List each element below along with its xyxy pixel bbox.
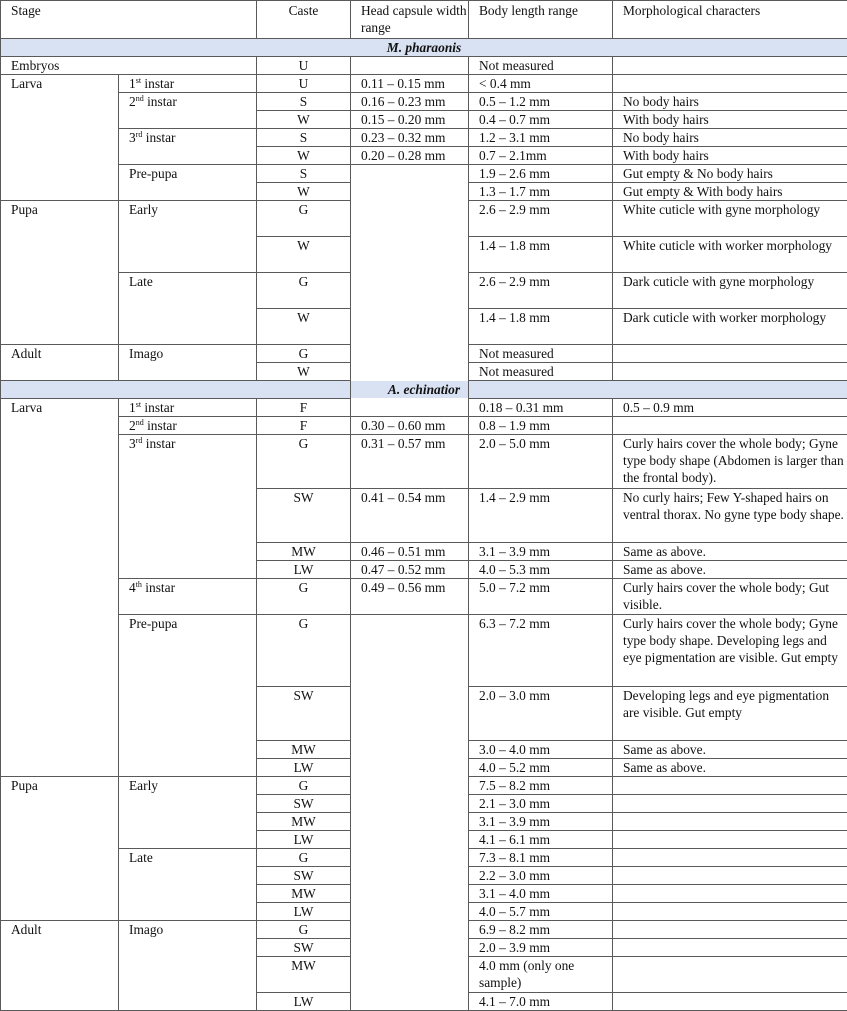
body-cell: 0.8 – 1.9 mm (469, 417, 613, 435)
table-row (1, 435, 847, 489)
morph-cell: Gut empty & No body hairs (613, 165, 847, 183)
ordinal-number: 2 (129, 94, 136, 109)
ordinal-number: 1 (129, 400, 136, 415)
substage-cell (119, 129, 257, 165)
body-cell: 3.0 – 4.0 mm (469, 741, 613, 759)
caste-cell: G (257, 777, 351, 795)
body-cell: 2.0 – 3.9 mm (469, 939, 613, 957)
caste-cell: G (257, 273, 351, 309)
caste-cell: MW (257, 741, 351, 759)
body-cell: 2.0 – 3.0 mm (469, 687, 613, 741)
morph-cell: No body hairs (613, 93, 847, 111)
morph-cell (613, 939, 847, 957)
ordinal-number: 1 (129, 76, 136, 91)
caste-cell: G (257, 579, 351, 615)
head-cell (351, 57, 469, 75)
morph-cell (613, 867, 847, 885)
morph-cell (613, 849, 847, 867)
instar-label: instar (144, 76, 174, 91)
stage-cell: Adult (1, 345, 119, 381)
caste-cell: W (257, 309, 351, 345)
table-row (1, 57, 847, 75)
body-cell: 6.3 – 7.2 mm (469, 615, 613, 687)
body-cell: 0.5 – 0.9 mm (613, 399, 847, 417)
caste-cell: F (257, 417, 351, 435)
substage-cell: Pre-pupa (119, 165, 257, 201)
caste-cell: W (257, 183, 351, 201)
morph-cell: White cuticle with gyne morphology (613, 201, 847, 237)
ordinal-number: 2 (129, 418, 136, 433)
header-body-length: Body length range (469, 1, 613, 39)
body-cell: 4.0 – 5.2 mm (469, 759, 613, 777)
morph-cell: Curly hairs cover the whole body; Gyne type body shape (Abdomen is larger than the frontal body). (613, 435, 847, 489)
substage-cell (119, 417, 257, 435)
caste-cell: G (257, 921, 351, 939)
head-cell: 0.46 – 0.51 mm (351, 543, 469, 561)
header-row (1, 1, 847, 39)
caste-cell: W (257, 147, 351, 165)
body-cell: 0.7 – 2.1mm (469, 147, 613, 165)
caste-cell: MW (257, 957, 351, 993)
table-row (1, 579, 847, 615)
ordinal-number: 4 (129, 580, 136, 595)
caste-cell: LW (257, 903, 351, 921)
body-cell: Not measured (469, 345, 613, 363)
body-cell: 2.2 – 3.0 mm (469, 867, 613, 885)
stage-cell: Pupa (1, 201, 119, 345)
caste-cell: G (257, 435, 351, 489)
body-cell: 2.1 – 3.0 mm (469, 795, 613, 813)
morph-cell (613, 57, 847, 75)
ordinal-suffix: th (136, 580, 142, 589)
substage-cell: Imago (119, 921, 257, 1011)
body-cell: Not measured (469, 57, 613, 75)
head-cell: 0.47 – 0.52 mm (351, 561, 469, 579)
header-caste: Caste (257, 1, 351, 39)
body-cell: Not measured (469, 363, 613, 381)
body-cell: 1.4 – 1.8 mm (469, 309, 613, 345)
morph-cell: White cuticle with worker morphology (613, 237, 847, 273)
substage-cell (119, 435, 257, 579)
instar-label: instar (147, 94, 177, 109)
body-cell: 7.5 – 8.2 mm (469, 777, 613, 795)
morph-cell: Same as above. (613, 543, 847, 561)
morph-cell (613, 957, 847, 993)
head-cell-merged (351, 615, 469, 1011)
instar-label: instar (146, 130, 176, 145)
morph-cell (613, 921, 847, 939)
body-cell: 4.1 – 6.1 mm (469, 831, 613, 849)
caste-cell: W (257, 363, 351, 381)
morph-cell: Curly hairs cover the whole body; Gyne type body shape. Developing legs and eye pigmentation are visible. Gut empty (613, 615, 847, 687)
morph-cell: Same as above. (613, 741, 847, 759)
substage-cell: Early (119, 201, 257, 273)
table-row (1, 75, 847, 93)
body-cell: 3.1 – 3.9 mm (469, 813, 613, 831)
header-stage: Stage (1, 1, 257, 39)
morph-cell: No curly hairs; Few Y-shaped hairs on ventral thorax. No gyne type body shape. (613, 489, 847, 543)
head-cell: 0.49 – 0.56 mm (351, 579, 469, 615)
caste-cell: G (257, 615, 351, 687)
caste-cell: LW (257, 831, 351, 849)
species-title: A. echinatior (1, 381, 847, 399)
caste-cell: S (257, 165, 351, 183)
substage-cell: Late (119, 849, 257, 921)
ordinal-suffix: rd (136, 130, 143, 139)
morph-cell (613, 993, 847, 1011)
body-cell: 1.3 – 1.7 mm (469, 183, 613, 201)
caste-cell: G (257, 345, 351, 363)
body-cell: 1.4 – 1.8 mm (469, 237, 613, 273)
morph-cell: Gut empty & With body hairs (613, 183, 847, 201)
table-row (1, 129, 847, 147)
table-row (1, 417, 847, 435)
caste-cell: LW (257, 561, 351, 579)
morph-cell: Dark cuticle with gyne morphology (613, 273, 847, 309)
stage-cell: Larva (1, 399, 119, 777)
table-row (1, 615, 847, 687)
morph-cell (613, 345, 847, 363)
stage-cell: Adult (1, 921, 119, 1011)
morph-cell (613, 795, 847, 813)
instar-label: instar (145, 580, 175, 595)
caste-cell: LW (257, 759, 351, 777)
header-morph: Morphological characters (613, 1, 847, 39)
head-cell: 0.23 – 0.32 mm (351, 129, 469, 147)
head-cell: 0.31 – 0.57 mm (351, 435, 469, 489)
body-cell: 3.1 – 4.0 mm (469, 885, 613, 903)
substage-cell (119, 399, 257, 417)
head-cell: 0.20 – 0.28 mm (351, 147, 469, 165)
body-cell: 4.1 – 7.0 mm (469, 993, 613, 1011)
morph-cell (613, 813, 847, 831)
head-cell: 0.11 – 0.15 mm (351, 75, 469, 93)
morph-cell: With body hairs (613, 147, 847, 165)
morph-cell: Dark cuticle with worker morphology (613, 309, 847, 345)
body-cell: 4.0 mm (only one sample) (469, 957, 613, 993)
body-cell: 1.2 – 3.1 mm (469, 129, 613, 147)
ordinal-suffix: rd (136, 436, 143, 445)
morph-cell: With body hairs (613, 111, 847, 129)
caste-cell: W (257, 237, 351, 273)
morph-cell: Developing legs and eye pigmentation are visible. Gut empty (613, 687, 847, 741)
species-row-echinatior (1, 381, 847, 399)
caste-cell: S (257, 129, 351, 147)
morph-cell: Same as above. (613, 561, 847, 579)
morph-cell (613, 417, 847, 435)
table-row (1, 93, 847, 111)
body-cell: 5.0 – 7.2 mm (469, 579, 613, 615)
header-head-capsule: Head capsule width range (351, 1, 469, 39)
body-cell: 0.4 – 0.7 mm (469, 111, 613, 129)
species-row-pharaonis (1, 39, 847, 57)
body-cell: 2.0 – 5.0 mm (469, 435, 613, 489)
ordinal-suffix: st (136, 76, 141, 85)
head-cell: 0.18 – 0.31 mm (469, 399, 613, 417)
substage-cell: Imago (119, 345, 257, 381)
instar-label: instar (146, 436, 176, 451)
morph-cell: Curly hairs cover the whole body; Gut visible. (613, 579, 847, 615)
caste-cell: U (257, 57, 351, 75)
head-cell: 0.15 – 0.20 mm (351, 111, 469, 129)
caste-cell: MW (257, 813, 351, 831)
stage-cell: Larva (1, 75, 119, 201)
stage-cell: Pupa (1, 777, 119, 921)
morph-cell (613, 831, 847, 849)
body-cell: 4.0 – 5.3 mm (469, 561, 613, 579)
ordinal-number: 3 (129, 130, 136, 145)
species-title: M. pharaonis (1, 39, 847, 57)
caste-cell: SW (257, 939, 351, 957)
body-cell: 4.0 – 5.7 mm (469, 903, 613, 921)
caste-cell: S (257, 93, 351, 111)
body-cell: 1.4 – 2.9 mm (469, 489, 613, 543)
morph-cell (613, 75, 847, 93)
substage-cell: Late (119, 273, 257, 345)
caste-cell: G (257, 201, 351, 237)
substage-cell: Early (119, 777, 257, 849)
body-cell: 7.3 – 8.1 mm (469, 849, 613, 867)
body-cell: < 0.4 mm (469, 75, 613, 93)
substage-cell: Pre-pupa (119, 615, 257, 777)
caste-cell: SW (257, 795, 351, 813)
body-cell: 6.9 – 8.2 mm (469, 921, 613, 939)
ordinal-number: 3 (129, 436, 136, 451)
head-cell: 0.30 – 0.60 mm (351, 417, 469, 435)
ordinal-suffix: st (136, 400, 141, 409)
substage-cell (119, 93, 257, 129)
table-row (1, 165, 847, 183)
caste-cell: MW (257, 885, 351, 903)
morph-cell (613, 903, 847, 921)
ordinal-suffix: nd (136, 94, 144, 103)
morph-cell (613, 363, 847, 381)
caste-cell: F (257, 399, 351, 417)
caste-cell: U (257, 75, 351, 93)
substage-cell (119, 75, 257, 93)
body-cell: 2.6 – 2.9 mm (469, 201, 613, 237)
stage-cell: Embryos (1, 57, 257, 75)
caste-cell: SW (257, 867, 351, 885)
morph-cell (613, 777, 847, 795)
morph-cell: No body hairs (613, 129, 847, 147)
ordinal-suffix: nd (136, 418, 144, 427)
body-cell: 1.9 – 2.6 mm (469, 165, 613, 183)
caste-cell: MW (257, 543, 351, 561)
instar-label: instar (144, 400, 174, 415)
body-cell: 3.1 – 3.9 mm (469, 543, 613, 561)
morph-cell (613, 885, 847, 903)
caste-cell: LW (257, 993, 351, 1011)
caste-cell: W (257, 111, 351, 129)
caste-cell: SW (257, 687, 351, 741)
morph-cell: Same as above. (613, 759, 847, 777)
caste-cell: G (257, 849, 351, 867)
head-cell: 0.16 – 0.23 mm (351, 93, 469, 111)
head-cell: 0.41 – 0.54 mm (351, 489, 469, 543)
caste-cell: SW (257, 489, 351, 543)
body-cell: 2.6 – 2.9 mm (469, 273, 613, 309)
substage-cell (119, 579, 257, 615)
instar-label: instar (147, 418, 177, 433)
body-cell: 0.5 – 1.2 mm (469, 93, 613, 111)
head-cell-merged (351, 165, 469, 417)
